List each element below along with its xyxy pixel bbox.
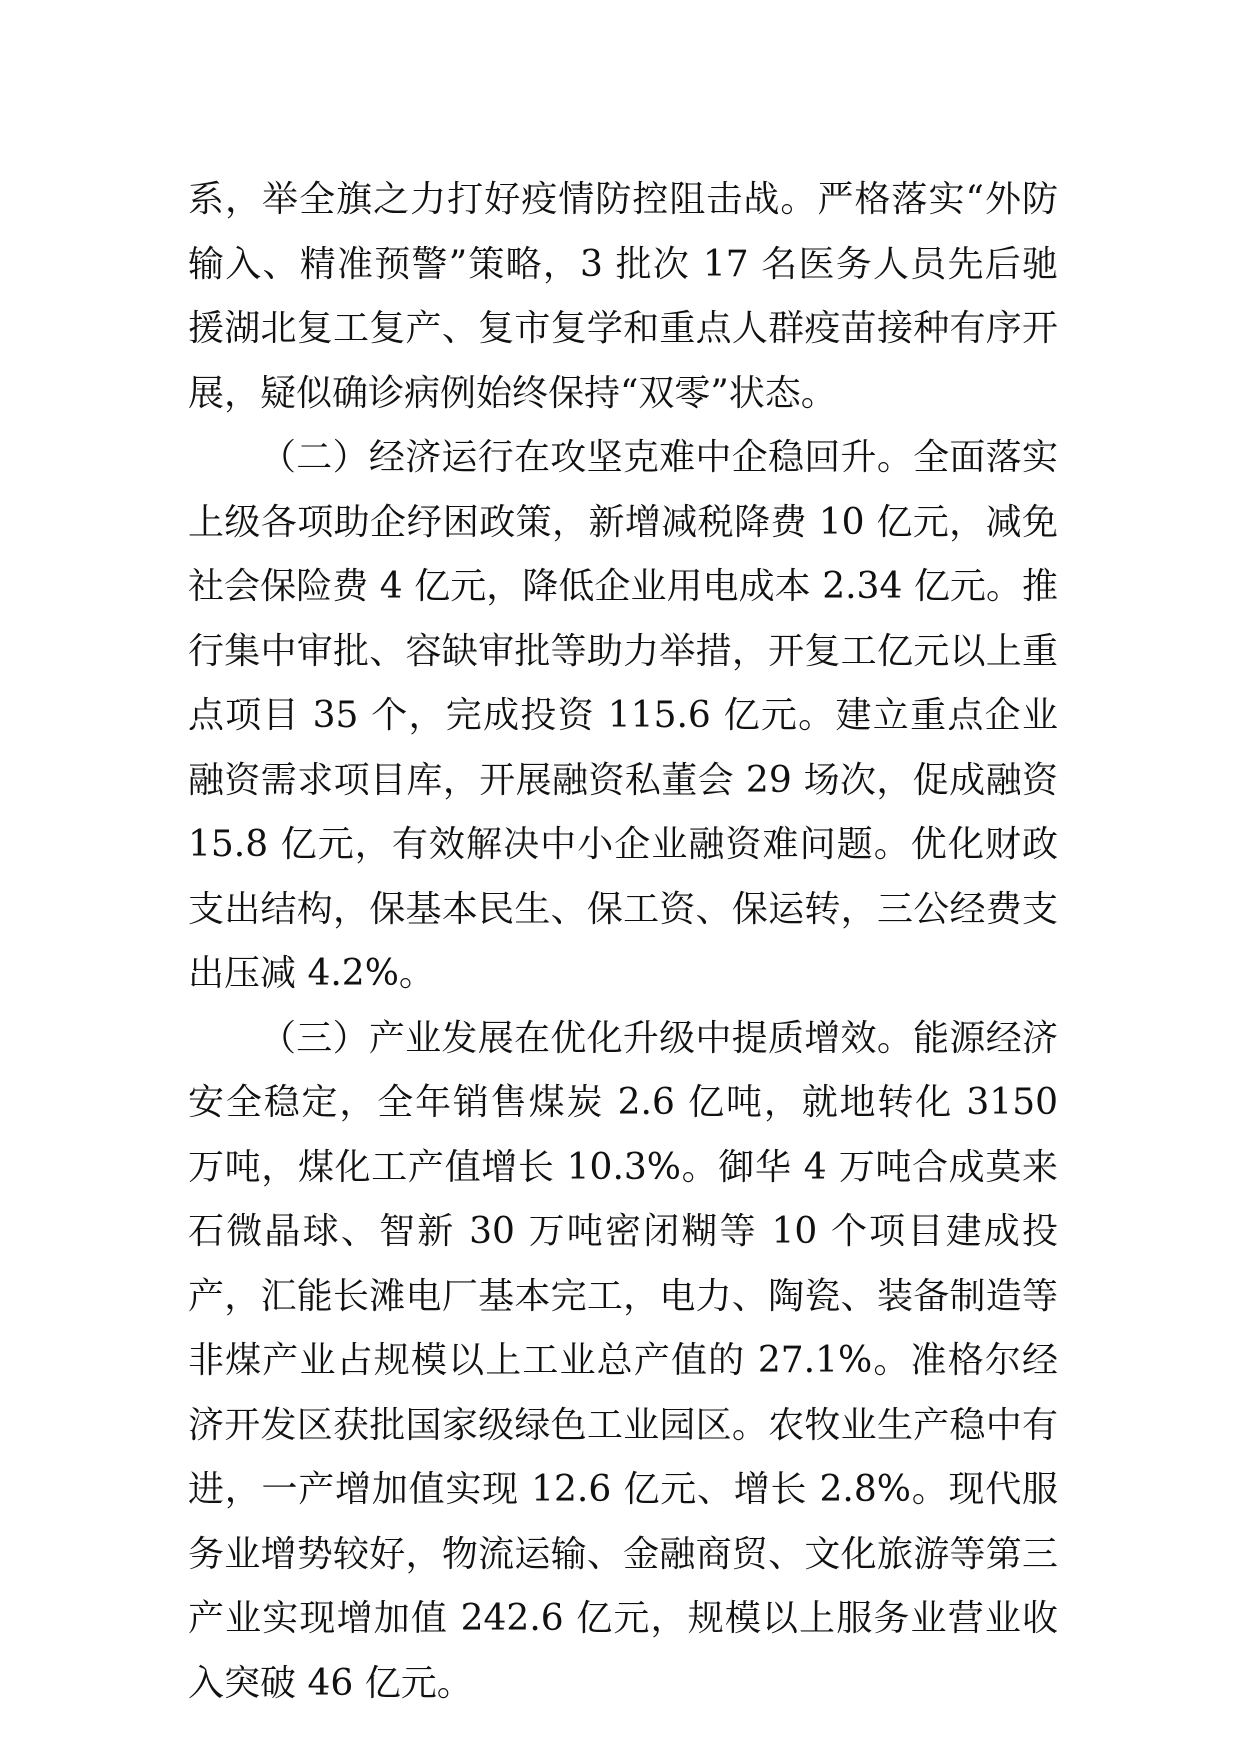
body-text bbox=[188, 168, 1058, 1716]
paragraph-economy: （二）经济运行在攻坚克难中企稳回升。全面落实上级各项助企纾困政策，新增减税降费 10 亿元，减免社会保险费 4 亿元，降低企业用电成本 2.34 亿元。推行集中审批、容缺审批等助力举措，开复工亿元以上重点项目 35 个，完成投资 115.6 亿元。建立重点企业融资需求项目库，开展融资私董会 29 场次，促成融资 15.8 亿元，有效解决中小企业融资难问题。优化财政支出结构，保基本民生、保工资、保运转，三公经费支出压减 4.2%。 bbox=[188, 437, 1058, 994]
paragraph-industry: （三）产业发展在优化升级中提质增效。能源经济安全稳定，全年销售煤炭 2.6 亿吨，就地转化 3150 万吨，煤化工产值增长 10.3%。御华 4 万吨合成莫来石微晶球、智新 30 万吨密闭糊等 10 个项目建成投产，汇能长滩电厂基本完工，电力、陶瓷、装备制造等非煤产业占规模以上工业总产值的 27.1%。准格尔经济开发区获批国家级绿色工业园区。农牧业生产稳中有进，一产增加值实现 12.6 亿元、增长 2.8%。现代服务业增势较好，物流运输、金融商贸、文化旅游等第三产业实现增加值 242.6 亿元，规模以上服务业营业收入突破 46 亿元。 bbox=[188, 1017, 1058, 1704]
paragraph-continued: 系，举全旗之力打好疫情防控阻击战。严格落实“外防输入、精准预警”策略，3 批次 17 名医务人员先后驰援湖北复工复产、复市复学和重点人群疫苗接种有序开展，疑似确诊病例始终保持“双零”状态。 bbox=[188, 179, 1058, 414]
